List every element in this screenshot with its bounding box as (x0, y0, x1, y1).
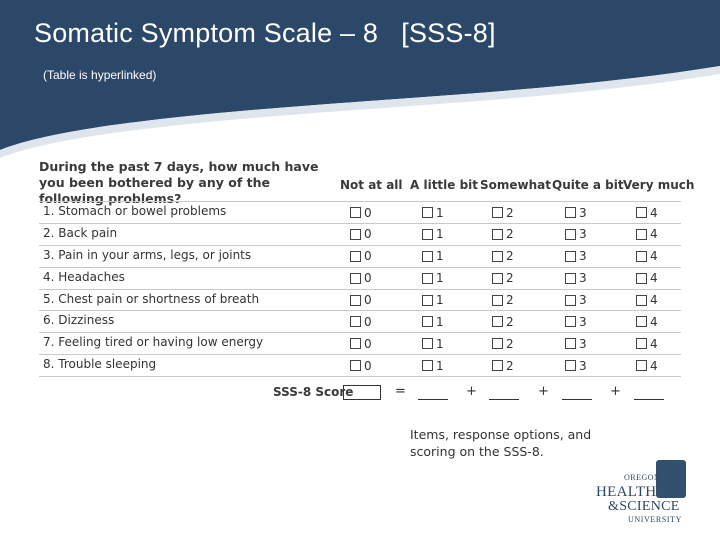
response-option[interactable] (636, 206, 658, 219)
table-row (39, 201, 681, 223)
checkbox[interactable] (636, 273, 647, 284)
page-subtitle: (Table is hyperlinked) (43, 68, 157, 82)
option-value: 4 (650, 358, 658, 373)
response-option[interactable] (565, 250, 587, 263)
checkbox[interactable] (492, 316, 503, 327)
checkbox[interactable] (350, 338, 361, 349)
checkbox[interactable] (636, 360, 647, 371)
option-value: 3 (579, 205, 587, 220)
option-value: 1 (436, 227, 444, 242)
response-option[interactable] (565, 359, 587, 372)
checkbox[interactable] (565, 360, 576, 371)
response-option[interactable] (565, 315, 587, 328)
plus-sign: + (610, 384, 621, 399)
option-value: 2 (506, 293, 514, 308)
option-value: 3 (579, 293, 587, 308)
table-row (39, 354, 681, 377)
question-text: During the past 7 days, how much have you been bothered by any of the following problems? (39, 159, 319, 206)
response-option[interactable] (422, 315, 444, 328)
option-value: 0 (364, 314, 372, 329)
table-note: Items, response options, and scoring on the SSS-8. (410, 427, 592, 459)
response-option[interactable] (350, 206, 372, 219)
option-value: 1 (436, 314, 444, 329)
option-value: 4 (650, 293, 658, 308)
checkbox[interactable] (422, 207, 433, 218)
response-option[interactable] (350, 359, 372, 372)
checkbox[interactable] (565, 316, 576, 327)
checkbox[interactable] (565, 295, 576, 306)
response-option[interactable] (350, 272, 372, 285)
response-option[interactable] (350, 228, 372, 241)
response-option[interactable] (565, 206, 587, 219)
checkbox[interactable] (350, 316, 361, 327)
logo-text-health: HEALTH (596, 484, 657, 500)
checkbox[interactable] (350, 360, 361, 371)
option-value: 2 (506, 336, 514, 351)
score-blank (634, 399, 664, 400)
checkbox[interactable] (492, 229, 503, 240)
response-option[interactable] (565, 337, 587, 350)
checkbox[interactable] (422, 251, 433, 262)
table-row (39, 289, 681, 311)
response-option[interactable] (422, 250, 444, 263)
option-value: 2 (506, 358, 514, 373)
checkbox[interactable] (422, 273, 433, 284)
score-label: SSS-8 Score (273, 385, 354, 399)
response-option[interactable] (350, 315, 372, 328)
response-option[interactable] (422, 272, 444, 285)
checkbox[interactable] (422, 316, 433, 327)
response-option[interactable] (492, 250, 514, 263)
item-label: 8. Trouble sleeping (43, 357, 157, 372)
option-value: 4 (650, 336, 658, 351)
checkbox[interactable] (636, 338, 647, 349)
response-option[interactable] (636, 359, 658, 372)
plus-sign: + (538, 384, 549, 399)
response-option[interactable] (422, 206, 444, 219)
checkbox[interactable] (636, 316, 647, 327)
option-value: 3 (579, 249, 587, 264)
table-row (39, 310, 681, 332)
response-option[interactable] (492, 359, 514, 372)
option-value: 4 (650, 249, 658, 264)
item-label: 5. Chest pain or shortness of breath (43, 291, 260, 306)
table-row (39, 245, 681, 267)
option-value: 2 (506, 314, 514, 329)
checkbox[interactable] (565, 251, 576, 262)
item-label: 6. Dizziness (43, 313, 115, 328)
option-value: 1 (436, 271, 444, 286)
item-label: 4. Headaches (43, 269, 125, 284)
response-option[interactable] (565, 228, 587, 241)
ohsu-seal-icon (656, 460, 686, 498)
table-row (39, 332, 681, 354)
checkbox[interactable] (565, 229, 576, 240)
checkbox[interactable] (565, 207, 576, 218)
response-option[interactable] (492, 294, 514, 307)
option-value: 0 (364, 205, 372, 220)
ohsu-logo (596, 458, 690, 528)
option-value: 0 (364, 227, 372, 242)
response-option[interactable] (350, 337, 372, 350)
option-value: 0 (364, 271, 372, 286)
option-value: 4 (650, 227, 658, 242)
checkbox[interactable] (565, 338, 576, 349)
option-value: 1 (436, 205, 444, 220)
option-value: 1 (436, 249, 444, 264)
response-option[interactable] (636, 228, 658, 241)
response-option[interactable] (492, 272, 514, 285)
option-value: 4 (650, 271, 658, 286)
table-row (39, 223, 681, 245)
response-option[interactable] (636, 250, 658, 263)
equals-sign: = (395, 384, 406, 399)
item-label: 3. Pain in your arms, legs, or joints (43, 247, 252, 262)
col-somewhat: Somewhat (480, 178, 551, 192)
response-option[interactable] (350, 250, 372, 263)
response-option[interactable] (492, 228, 514, 241)
checkbox[interactable] (492, 251, 503, 262)
response-option[interactable] (422, 359, 444, 372)
checkbox[interactable] (565, 273, 576, 284)
col-very-much: Very much (623, 178, 695, 192)
option-value: 0 (364, 358, 372, 373)
option-value: 1 (436, 293, 444, 308)
response-option[interactable] (636, 337, 658, 350)
option-value: 0 (364, 293, 372, 308)
response-option[interactable] (492, 337, 514, 350)
checkbox[interactable] (422, 338, 433, 349)
checkbox[interactable] (422, 295, 433, 306)
option-value: 2 (506, 227, 514, 242)
score-blank (562, 399, 592, 400)
sss8-table[interactable] (36, 156, 695, 466)
plus-sign: + (466, 384, 477, 399)
item-label: 2. Back pain (43, 225, 118, 240)
response-option[interactable] (636, 272, 658, 285)
option-value: 2 (506, 271, 514, 286)
checkbox[interactable] (636, 207, 647, 218)
checkbox[interactable] (350, 207, 361, 218)
item-label: 1. Stomach or bowel problems (43, 204, 227, 218)
col-not-at-all: Not at all (340, 178, 403, 192)
option-value: 2 (506, 205, 514, 220)
checkbox[interactable] (636, 251, 647, 262)
response-option[interactable] (422, 337, 444, 350)
checkbox[interactable] (422, 229, 433, 240)
checkbox[interactable] (492, 338, 503, 349)
checkbox[interactable] (492, 360, 503, 371)
option-value: 3 (579, 227, 587, 242)
table-row (39, 267, 681, 289)
score-blank (489, 399, 519, 400)
checkbox[interactable] (636, 229, 647, 240)
response-option[interactable] (565, 294, 587, 307)
response-option[interactable] (422, 294, 444, 307)
option-value: 0 (364, 249, 372, 264)
option-value: 1 (436, 336, 444, 351)
logo-text-oregon: OREGON (624, 473, 661, 482)
score-blank (418, 399, 448, 400)
page-title: Somatic Symptom Scale – 8 [SSS-8] (34, 18, 496, 48)
item-label: 7. Feeling tired or having low energy (43, 335, 264, 350)
item-rows (39, 201, 681, 377)
col-a-little-bit: A little bit (410, 178, 479, 192)
checkbox[interactable] (350, 273, 361, 284)
logo-text-science: &SCIENCE (608, 499, 680, 514)
header-banner (0, 0, 720, 160)
option-value: 3 (579, 336, 587, 351)
response-option[interactable] (636, 315, 658, 328)
checkbox[interactable] (350, 295, 361, 306)
checkbox[interactable] (422, 360, 433, 371)
option-value: 3 (579, 271, 587, 286)
option-value: 4 (650, 314, 658, 329)
option-value: 3 (579, 358, 587, 373)
response-option[interactable] (492, 315, 514, 328)
checkbox[interactable] (492, 273, 503, 284)
option-value: 0 (364, 336, 372, 351)
checkbox[interactable] (350, 229, 361, 240)
option-value: 4 (650, 205, 658, 220)
logo-text-university: UNIVERSITY (628, 515, 682, 524)
response-option[interactable] (565, 272, 587, 285)
option-value: 1 (436, 358, 444, 373)
col-quite-a-bit: Quite a bit (552, 178, 624, 192)
checkbox[interactable] (636, 295, 647, 306)
response-option[interactable] (422, 228, 444, 241)
response-option[interactable] (350, 294, 372, 307)
checkbox[interactable] (492, 295, 503, 306)
checkbox[interactable] (492, 207, 503, 218)
option-value: 3 (579, 314, 587, 329)
response-option[interactable] (492, 206, 514, 219)
score-box[interactable] (343, 385, 381, 400)
option-value: 2 (506, 249, 514, 264)
checkbox[interactable] (350, 251, 361, 262)
response-option[interactable] (636, 294, 658, 307)
